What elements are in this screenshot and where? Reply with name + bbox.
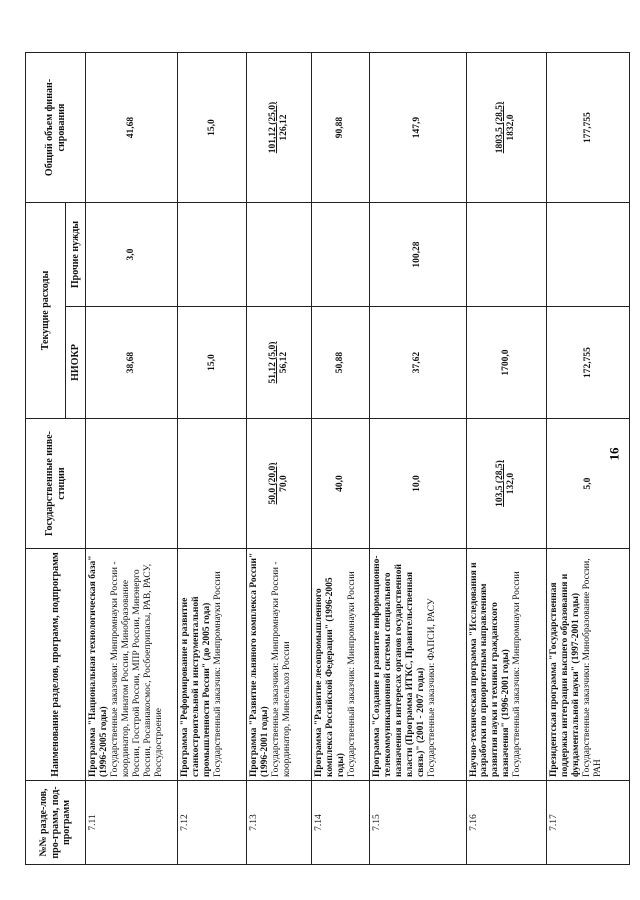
row-other-value: 3,0 (125, 248, 136, 261)
row-total (466, 53, 547, 203)
row-total (247, 53, 312, 203)
row-invest (86, 419, 178, 549)
row-customer: Государственные заказчики: Минобразование России, РАН (581, 558, 603, 777)
row-niokr-value: 15,0 (206, 354, 217, 371)
row-customer: Государственный заказчик: Минпромнауки России (346, 571, 357, 777)
table-row (466, 53, 547, 865)
row-other (370, 203, 466, 307)
row-code-text: 7.11 (88, 814, 98, 831)
row-title: Программа "Развитие лесопромышленного комплекса Российской Федерации" (1996-2005 годы) (314, 577, 346, 777)
row-name (247, 549, 312, 781)
row-invest-subvalue: 70,0 (279, 475, 290, 492)
row-code (247, 781, 312, 865)
page-number: 16 (606, 447, 622, 461)
row-other-value: 100,28 (412, 241, 423, 268)
row-code (370, 781, 466, 865)
row-invest (547, 419, 630, 549)
row-total-subvalue: 126,12 (279, 114, 290, 141)
financing-table (25, 52, 630, 865)
row-code (547, 781, 630, 865)
row-total (547, 53, 630, 203)
table-row (247, 53, 312, 865)
row-invest-subvalue: 132,0 (506, 472, 517, 495)
row-other (247, 203, 312, 307)
row-other (86, 203, 178, 307)
row-other (547, 203, 630, 307)
row-invest (177, 419, 246, 549)
table-row (312, 53, 370, 865)
row-total-value: 177,755 (582, 112, 593, 143)
row-niokr (177, 307, 246, 419)
row-invest-value: 103,5 (28,5) (495, 460, 506, 507)
rotated-table-wrapper (25, 53, 630, 865)
row-code (86, 781, 178, 865)
row-invest-value: 10,0 (412, 475, 423, 492)
row-total-value: 15,0 (206, 119, 217, 136)
row-total-value: 41,68 (125, 116, 136, 139)
row-total-value: 1803,5 (28,5) (495, 101, 506, 154)
row-title: Научно-техническая программа "Исследования и разработки по приоритетным направлениям развития науки и техники гражданского назначения" (1996-2001 годы) (468, 562, 512, 777)
header-other: Прочие нужды (66, 203, 86, 307)
row-invest-value: 40,0 (335, 475, 346, 492)
row-code-text: 7.16 (468, 814, 479, 831)
header-code: №№ разде-лов, про-грамм, под-программ (26, 781, 86, 865)
row-code-text: 7.14 (314, 814, 325, 831)
row-invest-value: 50,0 (20,0) (268, 462, 279, 505)
row-niokr-value: 1700,0 (500, 349, 511, 376)
row-code-text: 7.15 (372, 814, 383, 831)
row-invest (466, 419, 547, 549)
row-niokr (247, 307, 312, 419)
row-niokr (466, 307, 547, 419)
row-other (312, 203, 370, 307)
row-niokr (547, 307, 630, 419)
table-body (86, 53, 630, 865)
header-current: Текущие расходы (26, 203, 66, 419)
row-title: Программа "Реформирование и развитие станкостроительной и инструментальной промышленности России" (до 2005 года) (179, 596, 212, 777)
row-niokr-value: 172,755 (582, 347, 593, 378)
row-title: Программа "Национальная технологическая база" (1996-2005 годы) (88, 555, 109, 777)
row-title: Президентская программа "Государственная поддержка интеграции высшего образования и фундаментальной науки" (1997-2001 годы) (549, 573, 581, 777)
row-code-text: 7.12 (179, 814, 190, 831)
row-total (177, 53, 246, 203)
row-total (312, 53, 370, 203)
row-total-value: 147,9 (412, 116, 423, 139)
row-total (370, 53, 466, 203)
row-total-subvalue: 1832,0 (506, 114, 517, 141)
row-niokr-value: 51,12 (5,0) (268, 341, 279, 384)
table-row (370, 53, 466, 865)
row-niokr (86, 307, 178, 419)
row-code (466, 781, 547, 865)
row-customer: Государственные заказчики: ФАПСИ, РАСУ (426, 598, 437, 777)
row-total (86, 53, 178, 203)
row-name (86, 549, 178, 781)
row-niokr (312, 307, 370, 419)
table-row (177, 53, 246, 865)
row-invest (370, 419, 466, 549)
row-customer: Государственные заказчики: Минпромнауки России - координатор, Минатом России, Минобразование России, Госстрой России, МПР России, Минэнерго России, Росавиакосмос, Росбоеприпасы, РАВ, РАСУ, Россудостроение (109, 561, 164, 777)
row-niokr-value: 50,88 (335, 351, 346, 374)
row-invest-value: 5,0 (582, 477, 593, 490)
row-niokr (370, 307, 466, 419)
row-total-value: 101,12 (25,0) (268, 101, 279, 154)
row-customer: Государственные заказчики: Минпромнауки России - координатор, Минсельхоз России (271, 561, 292, 777)
row-name (312, 549, 370, 781)
header-total: Общий объем финан-сирования (26, 53, 86, 203)
row-name (547, 549, 630, 781)
row-niokr-subvalue: 56,12 (279, 351, 290, 374)
row-invest (247, 419, 312, 549)
row-total-value: 90,88 (335, 116, 346, 139)
header-niokr: НИОКР (66, 307, 86, 419)
row-code (177, 781, 246, 865)
row-title: Программа "Развитие льняного комплекса России" (1996-2001 годы) (249, 552, 271, 777)
row-niokr-value: 38,68 (125, 351, 136, 374)
row-invest (312, 419, 370, 549)
row-code (312, 781, 370, 865)
row-title: Программа "Создание и развитие информационно-телекоммуникационной системы специального назначения в интересах органов государственной власти (Программа ИТКС, Правительственная связь)" (2001 - 2007 годы) (372, 555, 426, 777)
row-customer: Государственный заказчик: Минпромнауки России (512, 571, 523, 777)
row-niokr-value: 37,62 (412, 351, 423, 374)
row-customer: Государственный заказчик: Минпромнауки России (212, 571, 223, 777)
header-invest: Государственные инве-стиции (26, 419, 86, 549)
row-name (177, 549, 246, 781)
row-code-text: 7.17 (549, 814, 560, 831)
row-other (177, 203, 246, 307)
header-name: Наименование разделов, программ, подпрограмм (26, 549, 86, 781)
row-code-text: 7.13 (249, 814, 260, 831)
row-other (466, 203, 547, 307)
row-name (466, 549, 547, 781)
table-row (86, 53, 178, 865)
row-name (370, 549, 466, 781)
